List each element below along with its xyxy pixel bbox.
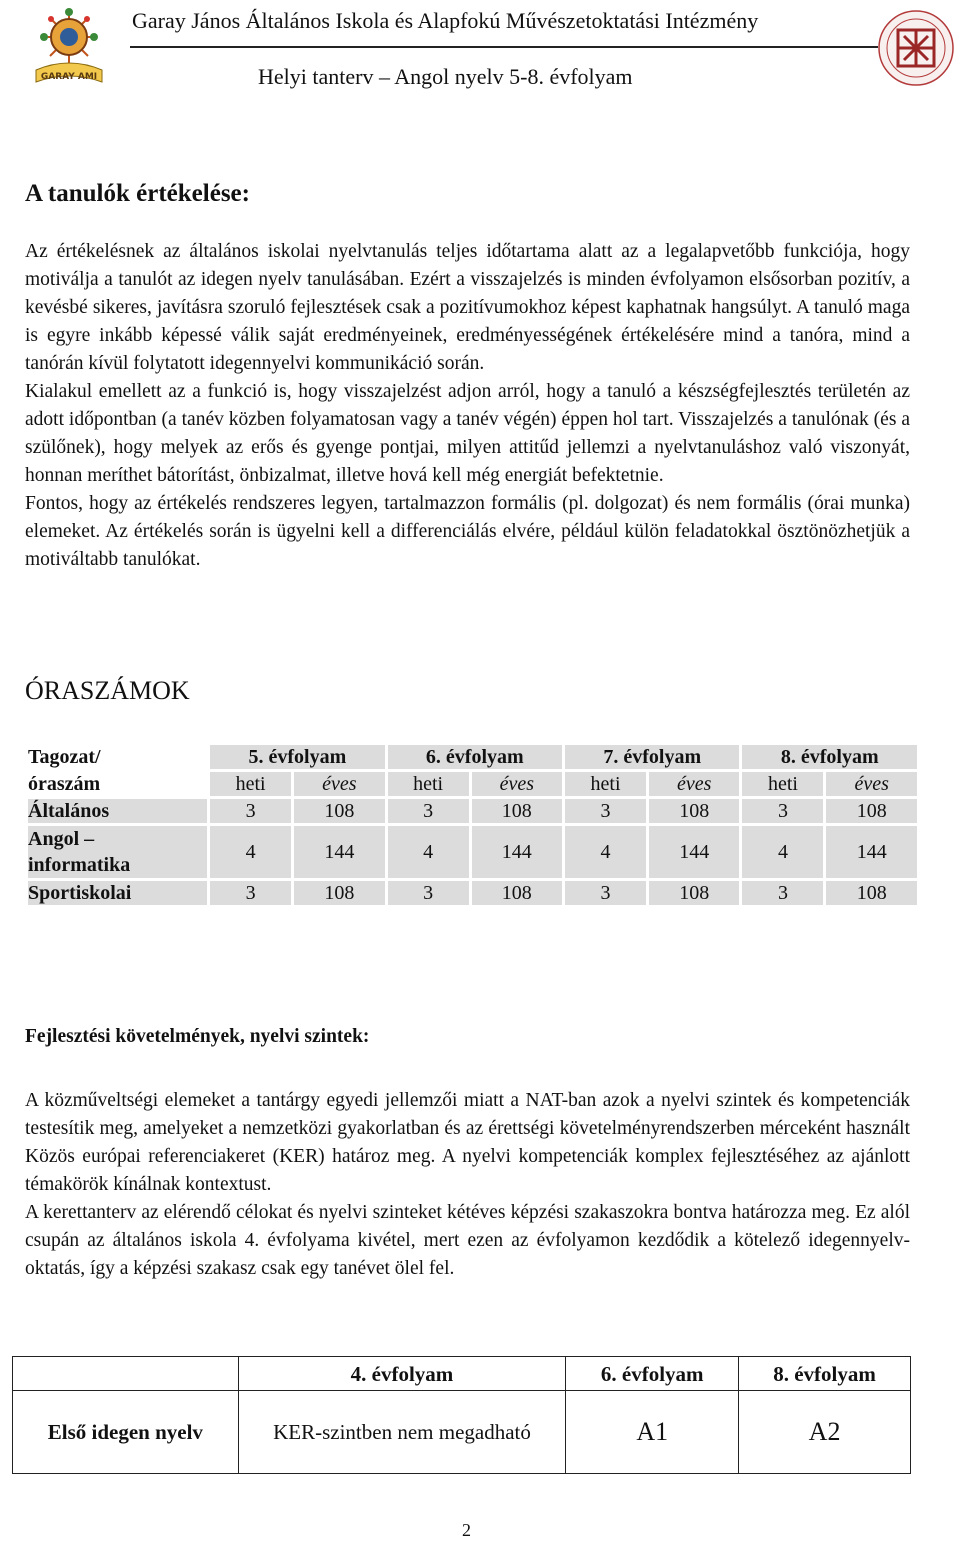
- table-cell: 3: [210, 881, 291, 905]
- empty-corner-cell: [13, 1357, 239, 1391]
- table-cell: 108: [826, 881, 917, 905]
- table-cell: 108: [294, 881, 384, 905]
- table-cell: 4: [210, 826, 291, 878]
- table-cell: 108: [294, 799, 384, 823]
- weekly-header: heti: [565, 772, 646, 796]
- track-label: Általános: [28, 799, 207, 823]
- table-corner-label: óraszám: [28, 772, 101, 795]
- grade-header: 5. évfolyam: [210, 745, 384, 769]
- table-cell: 144: [826, 826, 917, 878]
- table-cell: 144: [649, 826, 739, 878]
- table-row: [13, 1357, 911, 1391]
- table-corner-label: Tagozat/: [28, 745, 101, 768]
- level-cell: A1: [566, 1391, 739, 1474]
- language-label: Első idegen nyelv: [13, 1391, 239, 1474]
- document-subtitle: Helyi tanterv – Angol nyelv 5-8. évfolyam: [258, 64, 633, 89]
- assessment-text: [25, 238, 910, 574]
- grade-header: 6. évfolyam: [388, 745, 562, 769]
- table-cell: 108: [826, 799, 917, 823]
- table-row: [13, 1391, 911, 1474]
- requirements-text: [25, 1087, 910, 1283]
- table-cell: 4: [388, 826, 469, 878]
- yearly-header: éves: [826, 772, 917, 796]
- page-number: 2: [462, 1520, 471, 1540]
- table-cell: 108: [649, 799, 739, 823]
- grade-header: 4. évfolyam: [238, 1357, 566, 1391]
- yearly-header: éves: [294, 772, 384, 796]
- hours-title: ÓRASZÁMOK: [25, 676, 190, 705]
- table-cell: 108: [472, 881, 562, 905]
- table-cell: 3: [565, 881, 646, 905]
- table-cell: 3: [742, 799, 823, 823]
- ornament-emblem: [876, 8, 956, 88]
- table-cell: 108: [649, 881, 739, 905]
- weekly-header: heti: [210, 772, 291, 796]
- table-row: [28, 799, 917, 823]
- hours-table: [25, 742, 920, 908]
- knot-ornament-icon: [876, 8, 956, 88]
- track-label: Sportiskolai: [28, 881, 207, 905]
- school-logo: [22, 4, 116, 86]
- table-row: [28, 745, 917, 769]
- school-name: Garay János Általános Iskola és Alapfokú Művészetoktatási Intézmény: [132, 8, 759, 33]
- header-divider: [130, 46, 878, 48]
- table-cell: 4: [742, 826, 823, 878]
- assessment-paragraph: Fontos, hogy az értékelés rendszeres legyen, tartalmazzon formális (pl. dolgozat) és nem formális (órai munka) elemeket. Az értékelés során is ügyelni kell a differenciálás elvére, például külön feladatokkal ösztönözhetjük a motiváltabb tanulókat.: [25, 493, 910, 570]
- yearly-header: éves: [649, 772, 739, 796]
- grade-header: 8. évfolyam: [739, 1357, 911, 1391]
- table-cell: 144: [294, 826, 384, 878]
- levels-table: [12, 1356, 911, 1474]
- requirements-paragraph: A kerettanterv az elérendő célokat és nyelvi szinteket kétéves képzési szakaszokra bontva határozza meg. Ez alól csupán az általános iskola 4. évfolyama kivétel, mert ezen az évfolyamon kezdődik a kötelező idegennyelv-oktatás, így a képzési szakasz csak egy tanévet ölel fel.: [25, 1202, 910, 1279]
- track-label-line: Angol –: [28, 828, 95, 850]
- table-cell: 108: [472, 799, 562, 823]
- svg-text:GARAY AMI: GARAY AMI: [40, 72, 98, 82]
- assessment-paragraph: Az értékelésnek az általános iskolai nyelvtanulás teljes időtartama alatt az a legalapvetőbb funkciója, hogy motiválja a tanulót az idegen nyelv tanulásában. Ezért a visszajelzés is minden évfolyamon elsősorban pozitív, a kevésbé sikeres, javításra szoruló fejlesztések csak a pozitívumokhoz képest kaphatnak hangsúlyt. A tanuló maga is egyre inkább képessé válik saját eredményeinek, eredményességének értékelésére mind a tanóra, mind a tanórán kívül folytatott idegennyelvi kommunikáció során.: [25, 241, 910, 374]
- table-cell: 144: [472, 826, 562, 878]
- table-row: [28, 881, 917, 905]
- assessment-paragraph: Kialakul emellett az a funkció is, hogy visszajelzést adjon arról, hogy a tanuló a készségfejlesztés területén az adott időpontban (a tanév közben folyamatosan vagy a tanév végén) éppen hol tart. Visszajelzés a tanulónak (és a szülőnek), hogy melyek az erős és gyenge pontjai, milyen attitűd jellemzi a nyelvtanuláshoz való viszonyát, honnan meríthet bátorítást, önbizalmat, illetve hová kell még energiát befektetnie.: [25, 381, 910, 486]
- yearly-header: éves: [472, 772, 562, 796]
- table-row: [28, 772, 917, 796]
- level-cell: A2: [739, 1391, 911, 1474]
- requirements-paragraph: A közműveltségi elemeket a tantárgy egyedi jellemzői miatt a NAT-ban azok a nyelvi szintek és kompetenciák testesítik meg, amelyeket a nemzetközi gyakorlatban és az érettségi követelményrendszerben mérceként használt Közös európai referenciakeret (KER) határoz meg. A nyelvi kompetenciák komplex fejlesztéséhez az ajánlott témakörök kínálnak kontextust.: [25, 1090, 910, 1195]
- weekly-header: heti: [388, 772, 469, 796]
- grade-header: 8. évfolyam: [742, 745, 917, 769]
- track-label: [28, 826, 207, 878]
- track-label-line: informatika: [28, 854, 131, 876]
- sun-emblem-icon: [22, 4, 116, 86]
- grade-header: 7. évfolyam: [565, 745, 739, 769]
- table-cell: 4: [565, 826, 646, 878]
- table-cell: 3: [565, 799, 646, 823]
- weekly-header: heti: [742, 772, 823, 796]
- assessment-title: A tanulók értékelése:: [25, 180, 250, 207]
- level-cell: KER-szintben nem megadható: [238, 1391, 566, 1474]
- grade-header: 6. évfolyam: [566, 1357, 739, 1391]
- table-cell: 3: [742, 881, 823, 905]
- table-cell: 3: [210, 799, 291, 823]
- table-cell: 3: [388, 881, 469, 905]
- table-cell: 3: [388, 799, 469, 823]
- page-header: [0, 0, 960, 100]
- requirements-title: Fejlesztési követelmények, nyelvi szintek:: [25, 1026, 370, 1047]
- table-row: [28, 826, 917, 878]
